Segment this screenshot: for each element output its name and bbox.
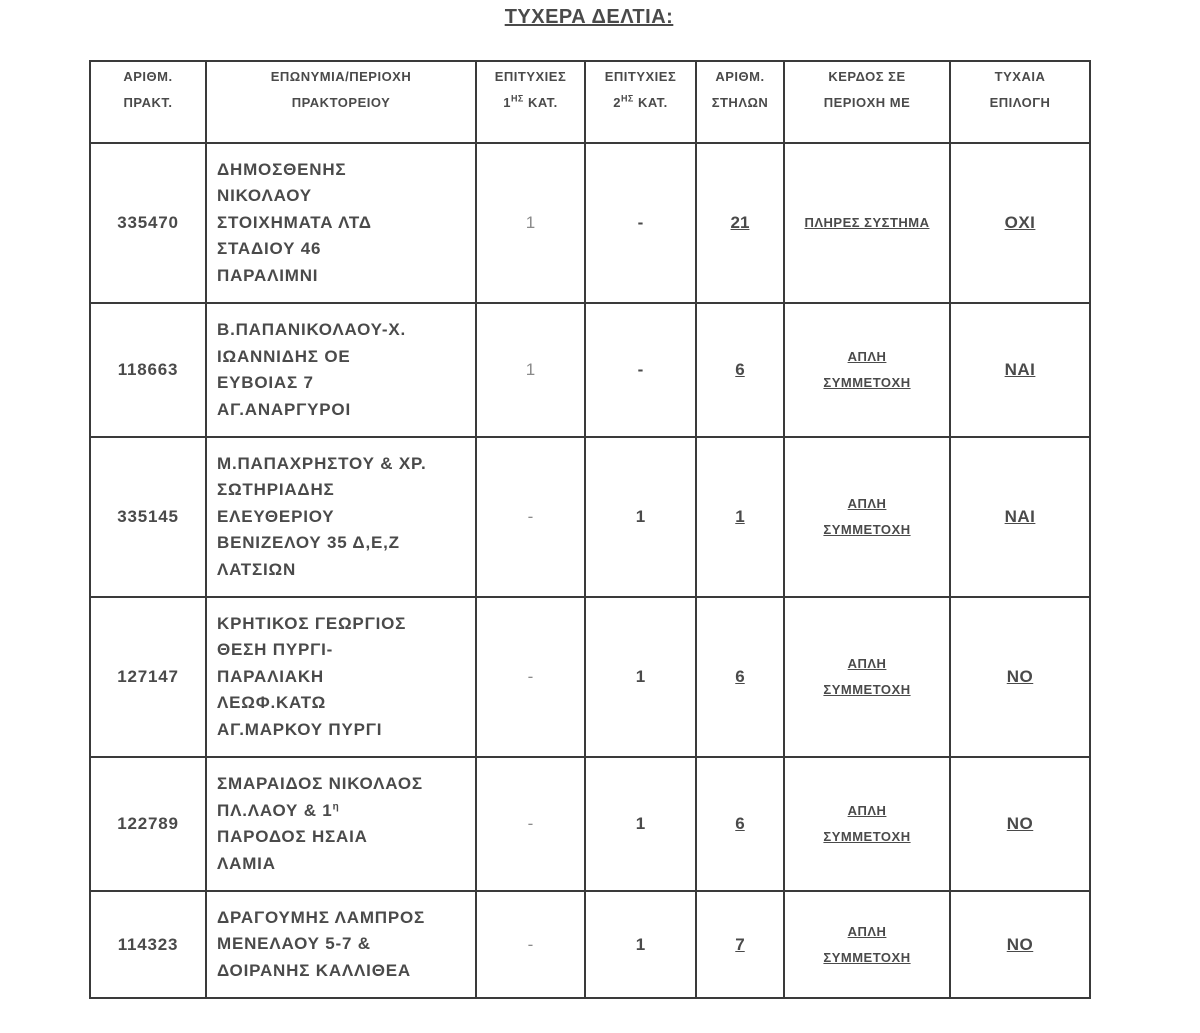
random-pick: ΝΑΙ <box>950 303 1090 437</box>
first-category-wins: - <box>476 891 585 998</box>
agency-code: 335470 <box>90 143 206 303</box>
agency-name: Μ.ΠΑΠΑΧΡΗΣΤΟΥ & ΧΡ. ΣΩΤΗΡΙΑΔΗΣ ΕΛΕΥΘΕΡΙΟΥ ΒΕΝΙΖΕΛΟΥ 35 Δ,Ε,Ζ ΛΑΤΣΙΩΝ <box>206 437 476 597</box>
gain-area: ΑΠΛΗ ΣΥΜΜΕΤΟΧΗ <box>784 891 950 998</box>
table-row <box>90 757 1090 891</box>
agency-name: ΣΜΑΡΑΙΔΟΣ ΝΙΚΟΛΑΟΣ ΠΛ.ΛΑΟΥ & $1^\eta$ ΠΑΡΟΔΟΣ ΗΣΑΙΑ ΛΑΜΙΑ <box>206 757 476 891</box>
first-category-wins: - <box>476 437 585 597</box>
table-row <box>90 303 1090 437</box>
table-header-row <box>90 61 1090 143</box>
first-category-wins: - <box>476 757 585 891</box>
gain-area: ΑΠΛΗ ΣΥΜΜΕΤΟΧΗ <box>784 303 950 437</box>
agency-name: ΚΡΗΤΙΚΟΣ ΓΕΩΡΓΙΟΣ ΘΕΣΗ ΠΥΡΓΙ- ΠΑΡΑΛΙΑΚΗ ΛΕΩΦ.ΚΑΤΩ ΑΓ.ΜΑΡΚΟΥ ΠΥΡΓΙ <box>206 597 476 757</box>
page-title: ΤΥΧΕΡΑ ΔΕΛΤΙΑ: <box>504 6 674 28</box>
second-category-wins: 1 <box>585 437 696 597</box>
random-pick: ΝΑΙ <box>950 437 1090 597</box>
agency-code: 118663 <box>90 303 206 437</box>
first-category-wins: - <box>476 597 585 757</box>
header-first-category-wins: ΕΠΙΤΥΧΙΕΣ $1^{H\Sigma}$ ΚΑΤ. <box>476 61 585 143</box>
agency-code: 335145 <box>90 437 206 597</box>
header-random-pick: ΤΥΧΑΙΑ ΕΠΙΛΟΓΗ <box>950 61 1090 143</box>
second-category-wins: - <box>585 303 696 437</box>
columns-count: 7 <box>696 891 784 998</box>
table-row <box>90 597 1090 757</box>
gain-area: ΑΠΛΗ ΣΥΜΜΕΤΟΧΗ <box>784 757 950 891</box>
columns-count: 6 <box>696 757 784 891</box>
first-category-wins: 1 <box>476 143 585 303</box>
header-agency-code: ΑΡΙΘΜ. ΠΡΑΚΤ. <box>90 61 206 143</box>
random-pick: ΝΟ <box>950 891 1090 998</box>
agency-name: ΔΡΑΓΟΥΜΗΣ ΛΑΜΠΡΟΣ ΜΕΝΕΛΑΟΥ 5-7 & ΔΟΙΡΑΝΗΣ ΚΑΛΛΙΘΕΑ <box>206 891 476 998</box>
header-agency-name: ΕΠΩΝΥΜΙΑ/ΠΕΡΙΟΧΗ ΠΡΑΚΤΟΡΕΙΟΥ <box>206 61 476 143</box>
first-category-wins: 1 <box>476 303 585 437</box>
columns-count: 6 <box>696 597 784 757</box>
agency-code: 114323 <box>90 891 206 998</box>
columns-count: 6 <box>696 303 784 437</box>
header-second-category-wins: ΕΠΙΤΥΧΙΕΣ $2^{H\Sigma}$ ΚΑΤ. <box>585 61 696 143</box>
random-pick: ΝΟ <box>950 597 1090 757</box>
lucky-tickets-table <box>89 60 1091 999</box>
gain-area: ΠΛΗΡΕΣ ΣΥΣΤΗΜΑ <box>784 143 950 303</box>
second-category-wins: - <box>585 143 696 303</box>
random-pick: ΝΟ <box>950 757 1090 891</box>
table-row <box>90 437 1090 597</box>
columns-count: 1 <box>696 437 784 597</box>
header-gain-area: ΚΕΡΔΟΣ ΣΕ ΠΕΡΙΟΧΗ ΜΕ <box>784 61 950 143</box>
agency-name: Β.ΠΑΠΑΝΙΚΟΛΑΟΥ-Χ. ΙΩΑΝΝΙΔΗΣ ΟΕ ΕΥΒΟΙΑΣ 7 ΑΓ.ΑΝΑΡΓΥΡΟΙ <box>206 303 476 437</box>
second-category-wins: 1 <box>585 891 696 998</box>
header-columns-count: ΑΡΙΘΜ. ΣΤΗΛΩΝ <box>696 61 784 143</box>
agency-name: ΔΗΜΟΣΘΕΝΗΣ ΝΙΚΟΛΑΟΥ ΣΤΟΙΧΗΜΑΤΑ ΛΤΔ ΣΤΑΔΙΟΥ 46 ΠΑΡΑΛΙΜΝΙ <box>206 143 476 303</box>
random-pick: ΟΧΙ <box>950 143 1090 303</box>
second-category-wins: 1 <box>585 757 696 891</box>
gain-area: ΑΠΛΗ ΣΥΜΜΕΤΟΧΗ <box>784 437 950 597</box>
table-row <box>90 143 1090 303</box>
second-category-wins: 1 <box>585 597 696 757</box>
columns-count: 21 <box>696 143 784 303</box>
agency-code: 127147 <box>90 597 206 757</box>
gain-area: ΑΠΛΗ ΣΥΜΜΕΤΟΧΗ <box>784 597 950 757</box>
agency-code: 122789 <box>90 757 206 891</box>
table-row <box>90 891 1090 998</box>
